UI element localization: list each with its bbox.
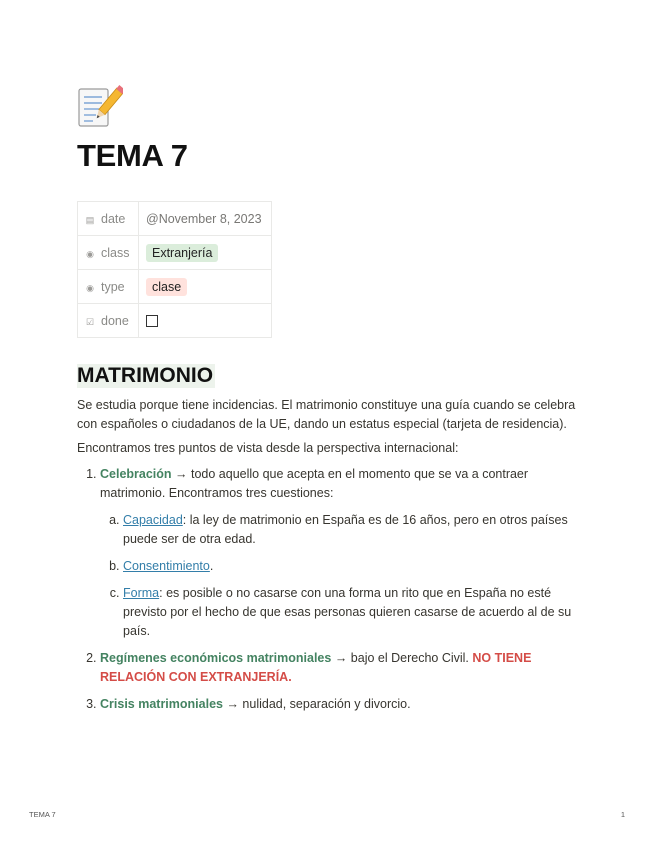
item-text: → nulidad, separación y divorcio. xyxy=(222,697,411,711)
sub-item-text: : es posible o no casarse con una forma un rito que en España no esté previsto por el hecho de que esas personas quieren casarse de acuerdo al de su país. xyxy=(123,586,572,638)
list-item xyxy=(100,465,577,641)
list-item xyxy=(100,649,577,687)
item-keyword: Crisis matrimoniales xyxy=(100,697,223,711)
select-icon: ◉ xyxy=(86,282,94,293)
paragraph: Encontramos tres puntos de vista desde la perspectiva internacional: xyxy=(77,441,459,455)
page-title: TEMA 7 xyxy=(77,138,188,173)
consentimiento-link[interactable]: Consentimiento xyxy=(123,559,210,573)
property-row-type xyxy=(78,270,272,304)
sub-list-item xyxy=(123,557,577,576)
property-name: class xyxy=(101,245,130,260)
item-keyword: Regímenes económicos matrimoniales xyxy=(100,651,332,665)
sub-list xyxy=(100,511,577,641)
warning-text: NO TIENE RELACIÓN CON EXTRANJERÍA. xyxy=(100,651,532,684)
capacidad-link[interactable]: Capacidad xyxy=(123,513,183,527)
item-keyword: Celebración xyxy=(100,467,172,481)
page-number: 1 xyxy=(620,810,625,819)
list-item xyxy=(100,695,577,714)
property-row-date xyxy=(78,202,272,236)
sub-list-item xyxy=(123,584,577,641)
property-name: type xyxy=(101,279,125,294)
calendar-icon: ▤ xyxy=(85,214,95,225)
property-row-class xyxy=(78,236,272,270)
page-content xyxy=(77,84,577,722)
sub-list-item xyxy=(123,511,577,549)
date-value[interactable]: @November 8, 2023 xyxy=(146,211,262,226)
numbered-list xyxy=(77,465,577,714)
type-tag[interactable]: clase xyxy=(146,278,187,296)
property-row-done xyxy=(78,304,272,338)
footer-title: TEMA 7 xyxy=(29,810,56,819)
memo-pencil-icon xyxy=(77,84,123,130)
properties-table xyxy=(77,201,272,338)
paragraph: Se estudia porque tiene incidencias. El matrimonio constituye una guía cuando se celebra con españoles o ciudadanos de la UE, dando un estatus especial (tarjeta de residencia). xyxy=(77,398,576,431)
item-text: → bajo el Derecho Civil. xyxy=(331,651,473,665)
class-tag[interactable]: Extranjería xyxy=(146,244,218,262)
item-text: → todo aquello que acepta en el momento que se va a contraer matrimonio. Encontramos tres cuestiones: xyxy=(100,467,529,500)
property-name: done xyxy=(101,313,129,328)
done-checkbox[interactable] xyxy=(146,315,158,327)
sub-item-text: . xyxy=(209,559,214,573)
sub-item-text: : la ley de matrimonio en España es de 16 años, pero en otros países puede ser de otra edad. xyxy=(123,513,568,546)
property-name: date xyxy=(101,211,126,226)
select-icon: ◉ xyxy=(86,248,94,259)
section-heading: MATRIMONIO xyxy=(77,364,214,387)
checkbox-icon: ☑ xyxy=(85,316,95,327)
forma-link[interactable]: Forma xyxy=(123,586,160,600)
